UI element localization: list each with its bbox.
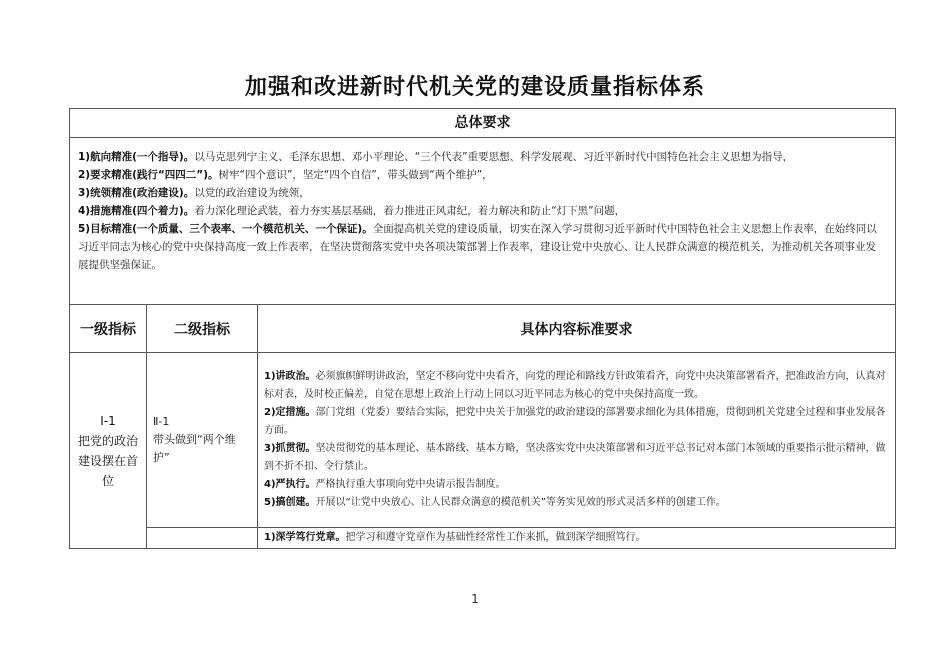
requirement-text: 以党的政治建设为统领，	[194, 187, 310, 199]
content-item	[264, 368, 887, 404]
requirement-text: 树牢“四个意识”，坚定“四个自信”，带头做到“两个维护”，	[218, 169, 493, 181]
content-item-label: 2)定措施。	[264, 407, 316, 418]
requirement-label: 5)目标精准(一个质量、三个表率、一个模范机关、一个保证)。	[78, 223, 373, 235]
requirement-item	[78, 148, 885, 166]
content-standards-cell	[258, 528, 896, 549]
content-item	[264, 494, 887, 512]
requirement-label: 4)措施精准(四个着力)。	[78, 205, 195, 217]
general-requirements-header: 总体要求	[70, 109, 896, 138]
content-item-text: 把学习和遵守党章作为基础性经常性工作来抓，做到深学细照笃行。	[345, 532, 646, 543]
column-header-level1: 一级指标	[70, 305, 147, 353]
requirement-item	[78, 166, 885, 184]
document-title: 加强和改进新时代机关党的建设质量指标体系	[244, 74, 705, 100]
content-item-label: 3)抓贯彻。	[264, 443, 316, 454]
requirement-text: 以马克思列宁主义、毛泽东思想、邓小平理论、“三个代表”重要思想、科学发展观、习近平新时代中国特色社会主义思想为指导，	[194, 151, 794, 163]
content-item-text: 严格执行重大事项向党中央请示报告制度。	[315, 479, 506, 490]
content-item-text: 坚决贯彻党的基本理论、基本路线、基本方略，坚决落实党中央决策部署和习近平总书记对本部门本领域的重要指示批示精神，做到不折不扣、令行禁止。	[264, 443, 886, 472]
requirement-item	[78, 184, 885, 202]
level1-code: Ⅰ-1	[100, 413, 116, 428]
column-header-content: 具体内容标准要求	[258, 305, 896, 353]
column-header-level2: 二级指标	[147, 305, 258, 353]
content-item-label: 1)讲政治。	[264, 371, 316, 382]
content-item	[264, 404, 887, 440]
content-item	[264, 476, 887, 494]
requirement-text: 着力深化理论武装，着力夯实基层基础，着力推进正风肃纪，着力解决和防止“灯下黑”问题，	[194, 205, 626, 217]
content-item-text: 开展以“让党中央放心、让人民群众满意的模范机关”等务实见效的形式灵活多样的创建工作。	[315, 497, 726, 508]
requirement-text: 全面提高机关党的建设质量，切实在深入学习贯彻习近平新时代中国特色社会主义思想上作表率，在始终同以习近平同志为核心的党中央保持高度一致上作表率，在坚决贯彻落实党中央各项决策部署上作表率，建设让党中央放心、让人民群众满意的模范机关，为推动机关各项事业发展提供坚强保证。	[78, 223, 877, 271]
requirement-label: 1)航向精准(一个指导)。	[78, 151, 195, 163]
content-item-label: 5)搞创建。	[264, 497, 316, 508]
content-item-label: 1)深学笃行党章。	[264, 532, 346, 543]
requirement-item	[78, 202, 885, 220]
content-item-text: 必须旗帜鲜明讲政治，坚定不移向党中央看齐，向党的理论和路线方针政策看齐，向党中央决策部署看齐，把准政治方向，认真对标对表，及时校正偏差，自觉在思想上政治上行动上同以习近平同志为核心的党中央保持高度一致。	[264, 371, 886, 400]
table-row	[70, 353, 896, 528]
page-number: 1	[471, 592, 479, 606]
requirement-label: 3)统领精准(政治建设)。	[78, 187, 195, 199]
level1-name: 把党的政治建设摆在首位	[78, 433, 139, 488]
indicator-table	[69, 108, 896, 549]
general-requirements-body	[70, 138, 896, 305]
level1-indicator-cell	[70, 353, 147, 549]
content-item	[264, 440, 887, 476]
content-item-label: 4)严执行。	[264, 479, 316, 490]
level2-indicator-cell	[147, 353, 258, 528]
table-row	[70, 528, 896, 549]
level2-code: Ⅱ-1	[153, 415, 170, 428]
level2-name: 带头做到“两个维护”	[153, 433, 236, 464]
requirement-label: 2)要求精准(践行“四四二”)。	[78, 169, 219, 181]
content-standards-cell	[258, 353, 896, 528]
requirement-item	[78, 220, 885, 274]
level2-indicator-cell	[147, 528, 258, 549]
content-item-text: 部门党组（党委）要结合实际，把党中央关于加强党的政治建设的部署要求细化为具体措施，贯彻到机关党建全过程和事业发展各方面。	[264, 407, 886, 436]
